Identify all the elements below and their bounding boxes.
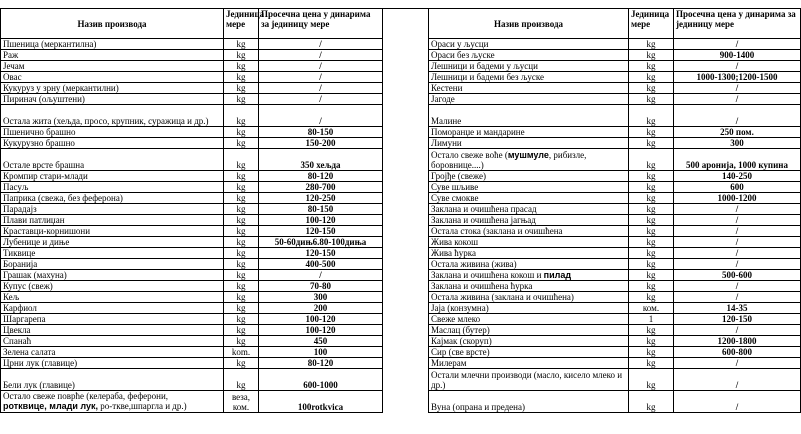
unit-cell: kg xyxy=(224,50,259,61)
table-row xyxy=(429,292,801,303)
price-cell: 100-120 xyxy=(259,215,383,226)
product-name-cell: Остала жита (хељда, просо, крупник, суражица и др.) xyxy=(1,105,224,127)
price-cell: / xyxy=(674,105,801,127)
table-row xyxy=(429,105,801,127)
price-cell: / xyxy=(674,94,801,105)
table-row xyxy=(1,171,383,182)
table-row xyxy=(429,127,801,138)
table-row xyxy=(429,50,801,61)
product-name-cell: Сир (све врсте) xyxy=(429,347,629,358)
unit-cell: kg xyxy=(224,358,259,369)
product-name-cell: Црни лук (главице) xyxy=(1,358,224,369)
product-name-cell: Остали млечни производи (масло, кисело млеко и др.) xyxy=(429,369,629,391)
price-cell: 1000-1300;1200-1500 xyxy=(674,72,801,83)
price-cell: 70-80 xyxy=(259,281,383,292)
table-row xyxy=(1,226,383,237)
header-price: Просечна цена у динарима за јединицу мере xyxy=(259,9,383,39)
table-row xyxy=(429,248,801,259)
table-row xyxy=(429,325,801,336)
name-part-bold: ротквице, млади лук, xyxy=(3,401,99,411)
table-row xyxy=(1,83,383,94)
product-name-cell: Грашак (махуна) xyxy=(1,270,224,281)
unit-cell: kg xyxy=(224,105,259,127)
table-row xyxy=(1,149,383,171)
price-cell: / xyxy=(674,83,801,94)
name-part: ро-ткве,шпаргла и др.) xyxy=(98,401,187,411)
product-name-cell: Цвекла xyxy=(1,325,224,336)
unit-cell: kg xyxy=(629,149,674,171)
price-cell: 120-250 xyxy=(259,193,383,204)
table-row xyxy=(429,138,801,149)
price-cell: 300 xyxy=(259,292,383,303)
product-name-cell: Пасуљ xyxy=(1,182,224,193)
product-name-cell: Лешници и бадеми у љусци xyxy=(429,61,629,72)
price-cell: 100-120 xyxy=(259,314,383,325)
table-row xyxy=(1,127,383,138)
product-name-cell xyxy=(429,149,629,171)
right-price-table xyxy=(428,8,801,413)
unit-cell: kg xyxy=(224,72,259,83)
unit-cell: kg xyxy=(224,270,259,281)
price-cell: / xyxy=(259,39,383,50)
product-name-cell: Кајмак (скоруп) xyxy=(429,336,629,347)
price-cell: / xyxy=(259,105,383,127)
unit-cell: kg xyxy=(224,237,259,248)
unit-cell: kg xyxy=(629,182,674,193)
price-cell: 1200-1800 xyxy=(674,336,801,347)
header-price: Просечна цена у динарима за јединицу мере xyxy=(674,9,801,39)
table-row xyxy=(429,72,801,83)
table-row xyxy=(429,83,801,94)
product-name-cell: Ораси у љусци xyxy=(429,39,629,50)
product-name-cell xyxy=(1,391,224,413)
table-row xyxy=(1,270,383,281)
unit-cell: kg xyxy=(629,226,674,237)
unit-cell: 1 xyxy=(629,314,674,325)
unit-cell: kg xyxy=(629,358,674,369)
unit-cell: kg xyxy=(629,237,674,248)
unit-cell: ком. xyxy=(629,303,674,314)
table-row xyxy=(1,182,383,193)
unit-cell: kg xyxy=(224,248,259,259)
unit-cell: kg xyxy=(224,204,259,215)
price-cell: 80-120 xyxy=(259,358,383,369)
unit-cell: kg xyxy=(224,171,259,182)
table-row xyxy=(1,237,383,248)
table-row xyxy=(429,336,801,347)
table-row xyxy=(1,204,383,215)
price-cell: / xyxy=(674,226,801,237)
unit-cell: kg xyxy=(224,292,259,303)
table-row xyxy=(429,270,801,281)
unit-cell: kg xyxy=(629,61,674,72)
price-cell: / xyxy=(259,50,383,61)
product-name-cell: Боранија xyxy=(1,259,224,270)
table-row xyxy=(1,61,383,72)
unit-cell: kg xyxy=(629,127,674,138)
table-row xyxy=(1,72,383,83)
unit-cell: kg xyxy=(224,83,259,94)
product-name-cell: Кељ xyxy=(1,292,224,303)
table-row xyxy=(429,237,801,248)
table-row xyxy=(429,193,801,204)
unit-cell: kg xyxy=(224,303,259,314)
table-row xyxy=(429,39,801,50)
price-cell: 100-120 xyxy=(259,325,383,336)
product-name-cell: Жива кокош xyxy=(429,237,629,248)
product-name-cell: Пиринач (ољуштени) xyxy=(1,94,224,105)
table-row xyxy=(429,204,801,215)
product-name-cell: Пшенично брашно xyxy=(1,127,224,138)
left-price-table xyxy=(0,8,383,413)
table-row xyxy=(429,61,801,72)
product-name-cell: Плави патлиџан xyxy=(1,215,224,226)
table-row xyxy=(429,171,801,182)
price-cell: 80-150 xyxy=(259,127,383,138)
name-part: Остало свеже воће ( xyxy=(431,150,508,160)
product-name-cell: Гројђе (свеже) xyxy=(429,171,629,182)
price-cell: / xyxy=(674,369,801,391)
unit-cell: kg xyxy=(629,325,674,336)
table-row xyxy=(429,94,801,105)
price-cell: 500 аронија, 1000 купина xyxy=(674,149,801,171)
price-cell: 500-600 xyxy=(674,270,801,281)
unit-cell: kg xyxy=(629,50,674,61)
price-cell: / xyxy=(674,259,801,270)
product-name-cell: Кестени xyxy=(429,83,629,94)
price-cell: 400-500 xyxy=(259,259,383,270)
unit-cell: kg xyxy=(224,39,259,50)
table-row xyxy=(1,369,383,391)
name-part-bold: пилад xyxy=(543,270,572,280)
price-cell: 900-1400 xyxy=(674,50,801,61)
product-name-cell: Заклана и очишћена ћурка xyxy=(429,281,629,292)
unit-cell: kg xyxy=(629,39,674,50)
unit-cell: kg xyxy=(629,292,674,303)
price-cell: / xyxy=(259,270,383,281)
price-cell: 600 xyxy=(674,182,801,193)
price-cell: / xyxy=(674,325,801,336)
unit-cell: kg xyxy=(629,336,674,347)
price-cell: 1000-1200 xyxy=(674,193,801,204)
product-name-cell: Свеже млеко xyxy=(429,314,629,325)
product-name-cell: Маслац (бутер) xyxy=(429,325,629,336)
unit-cell: kg xyxy=(629,369,674,391)
product-name-cell: Јагоде xyxy=(429,94,629,105)
product-name-cell: Суве шљиве xyxy=(429,182,629,193)
table-row xyxy=(429,391,801,413)
table-row xyxy=(1,39,383,50)
unit-cell: kg xyxy=(629,94,674,105)
table-row xyxy=(1,50,383,61)
product-name-cell: Остале врсте брашна xyxy=(1,149,224,171)
unit-cell: kg xyxy=(629,105,674,127)
price-cell: 200 xyxy=(259,303,383,314)
unit-cell: kg xyxy=(629,72,674,83)
table-row xyxy=(1,314,383,325)
product-name-cell: Заклана и очишћена јагњад xyxy=(429,215,629,226)
table-row xyxy=(429,303,801,314)
price-cell: 50-60дињ6.80-100диња xyxy=(259,237,383,248)
price-cell: 120-150 xyxy=(674,314,801,325)
name-part-bold: мушмуле xyxy=(507,150,549,160)
unit-cell: kg xyxy=(224,193,259,204)
unit-cell: kg xyxy=(629,204,674,215)
product-name-cell: Жива ћурка xyxy=(429,248,629,259)
price-cell: / xyxy=(674,281,801,292)
product-name-cell: Кромпир стари-млади xyxy=(1,171,224,182)
price-cell: / xyxy=(674,358,801,369)
price-cell: / xyxy=(674,61,801,72)
unit-cell: kg xyxy=(224,127,259,138)
name-part: Остало свеже поврће (келераба, феферони, xyxy=(3,391,169,401)
unit-cell: kg xyxy=(629,281,674,292)
product-name-cell: Малине xyxy=(429,105,629,127)
table-row xyxy=(1,94,383,105)
table-row xyxy=(429,226,801,237)
unit-cell: kg xyxy=(629,215,674,226)
price-cell: 600-1000 xyxy=(259,369,383,391)
unit-cell: веза, ком. xyxy=(224,391,259,413)
price-cell: 80-150 xyxy=(259,204,383,215)
price-cell: 350 хељда xyxy=(259,149,383,171)
unit-cell: kg xyxy=(224,314,259,325)
price-cell: / xyxy=(259,83,383,94)
table-row xyxy=(1,138,383,149)
table-row xyxy=(1,391,383,413)
product-name-cell: Паприка (свежа, без феферона) xyxy=(1,193,224,204)
price-cell: 120-150 xyxy=(259,248,383,259)
unit-cell: kg xyxy=(224,215,259,226)
unit-cell: kg xyxy=(224,226,259,237)
price-cell: 150-200 xyxy=(259,138,383,149)
price-cell: 280-700 xyxy=(259,182,383,193)
unit-cell: kom. xyxy=(224,347,259,358)
price-cell: 14-35 xyxy=(674,303,801,314)
product-name-cell: Јаја (конзумна) xyxy=(429,303,629,314)
table-row xyxy=(1,281,383,292)
table-row xyxy=(1,303,383,314)
price-cell: / xyxy=(674,391,801,413)
product-name-cell: Лимуни xyxy=(429,138,629,149)
product-name-cell: Парадајз xyxy=(1,204,224,215)
table-row xyxy=(1,193,383,204)
product-name-cell: Тиквице xyxy=(1,248,224,259)
price-cell: / xyxy=(674,204,801,215)
name-part: Заклана и очишћена кокош и xyxy=(431,270,544,280)
table-row xyxy=(1,325,383,336)
price-cell: / xyxy=(674,292,801,303)
table-row xyxy=(429,182,801,193)
price-cell: / xyxy=(674,248,801,259)
table-row xyxy=(1,347,383,358)
product-name-cell: Шаргарепа xyxy=(1,314,224,325)
product-name-cell: Бели лук (главице) xyxy=(1,369,224,391)
unit-cell: kg xyxy=(224,281,259,292)
price-cell: / xyxy=(259,72,383,83)
unit-cell: kg xyxy=(629,171,674,182)
unit-cell: kg xyxy=(629,259,674,270)
product-name-cell: Поморанџе и мандарине xyxy=(429,127,629,138)
price-cell: 600-800 xyxy=(674,347,801,358)
unit-cell: kg xyxy=(224,325,259,336)
product-name-cell: Овас xyxy=(1,72,224,83)
price-cell: 100rotkvica xyxy=(259,391,383,413)
product-name-cell: Купус (свеж) xyxy=(1,281,224,292)
product-name-cell: Остала стока (заклана и очишћена xyxy=(429,226,629,237)
table-row xyxy=(429,314,801,325)
unit-cell: kg xyxy=(629,193,674,204)
price-cell: 100 xyxy=(259,347,383,358)
table-row xyxy=(429,215,801,226)
price-cell: / xyxy=(674,39,801,50)
table-row xyxy=(1,292,383,303)
price-cell: / xyxy=(674,215,801,226)
price-cell: 80-120 xyxy=(259,171,383,182)
unit-cell: kg xyxy=(224,336,259,347)
unit-cell: kg xyxy=(629,347,674,358)
product-name-cell xyxy=(429,270,629,281)
price-cell: 120-150 xyxy=(259,226,383,237)
table-row xyxy=(429,259,801,270)
unit-cell: kg xyxy=(224,182,259,193)
price-cell: / xyxy=(674,237,801,248)
product-name-cell: Милерам xyxy=(429,358,629,369)
table-row xyxy=(429,347,801,358)
product-name-cell: Заклана и очишћена прасад xyxy=(429,204,629,215)
product-name-cell: Вуна (опрана и предена) xyxy=(429,391,629,413)
product-name-cell: Остала живина (жива) xyxy=(429,259,629,270)
price-cell: / xyxy=(259,61,383,72)
product-name-cell: Пшеница (меркантилна) xyxy=(1,39,224,50)
price-cell: 300 xyxy=(674,138,801,149)
table-row xyxy=(1,259,383,270)
table-row xyxy=(1,105,383,127)
unit-cell: kg xyxy=(224,369,259,391)
price-cell: 450 xyxy=(259,336,383,347)
price-cell: 250 пом. xyxy=(674,127,801,138)
table-row xyxy=(1,336,383,347)
unit-cell: kg xyxy=(224,259,259,270)
product-name-cell: Кукуруз у зрну (меркантилни) xyxy=(1,83,224,94)
header-unit: Јединица мере xyxy=(224,9,259,39)
table-row xyxy=(1,248,383,259)
table-row xyxy=(1,215,383,226)
table-row xyxy=(429,358,801,369)
price-cell: / xyxy=(259,94,383,105)
product-name-cell: Суве смокве xyxy=(429,193,629,204)
header-name: Назив производа xyxy=(1,9,224,39)
name-part: , рибизле, боровнице....) xyxy=(431,150,587,170)
unit-cell: kg xyxy=(629,248,674,259)
unit-cell: kg xyxy=(629,270,674,281)
table-row xyxy=(1,358,383,369)
product-name-cell: Ораси без љуске xyxy=(429,50,629,61)
product-name-cell: Краставци-корнишони xyxy=(1,226,224,237)
table-row xyxy=(429,149,801,171)
product-name-cell: Лешници и бадеми без љуске xyxy=(429,72,629,83)
unit-cell: kg xyxy=(224,61,259,72)
unit-cell: kg xyxy=(629,83,674,94)
unit-cell: kg xyxy=(224,138,259,149)
price-cell: 140-250 xyxy=(674,171,801,182)
product-name-cell: Спанаћ xyxy=(1,336,224,347)
product-name-cell: Остала живина (заклана и очишћена) xyxy=(429,292,629,303)
unit-cell: kg xyxy=(224,149,259,171)
header-unit: Јединица мере xyxy=(629,9,674,39)
product-name-cell: Лубенице и диње xyxy=(1,237,224,248)
unit-cell: kg xyxy=(629,391,674,413)
unit-cell: kg xyxy=(629,138,674,149)
product-name-cell: Раж xyxy=(1,50,224,61)
table-row xyxy=(429,369,801,391)
unit-cell: kg xyxy=(224,94,259,105)
column-gap xyxy=(382,8,428,434)
table-row xyxy=(429,281,801,292)
product-name-cell: Кукурузно брашно xyxy=(1,138,224,149)
header-name: Назив производа xyxy=(429,9,629,39)
product-name-cell: Јечам xyxy=(1,61,224,72)
product-name-cell: Зелена салата xyxy=(1,347,224,358)
product-name-cell: Карфиол xyxy=(1,303,224,314)
